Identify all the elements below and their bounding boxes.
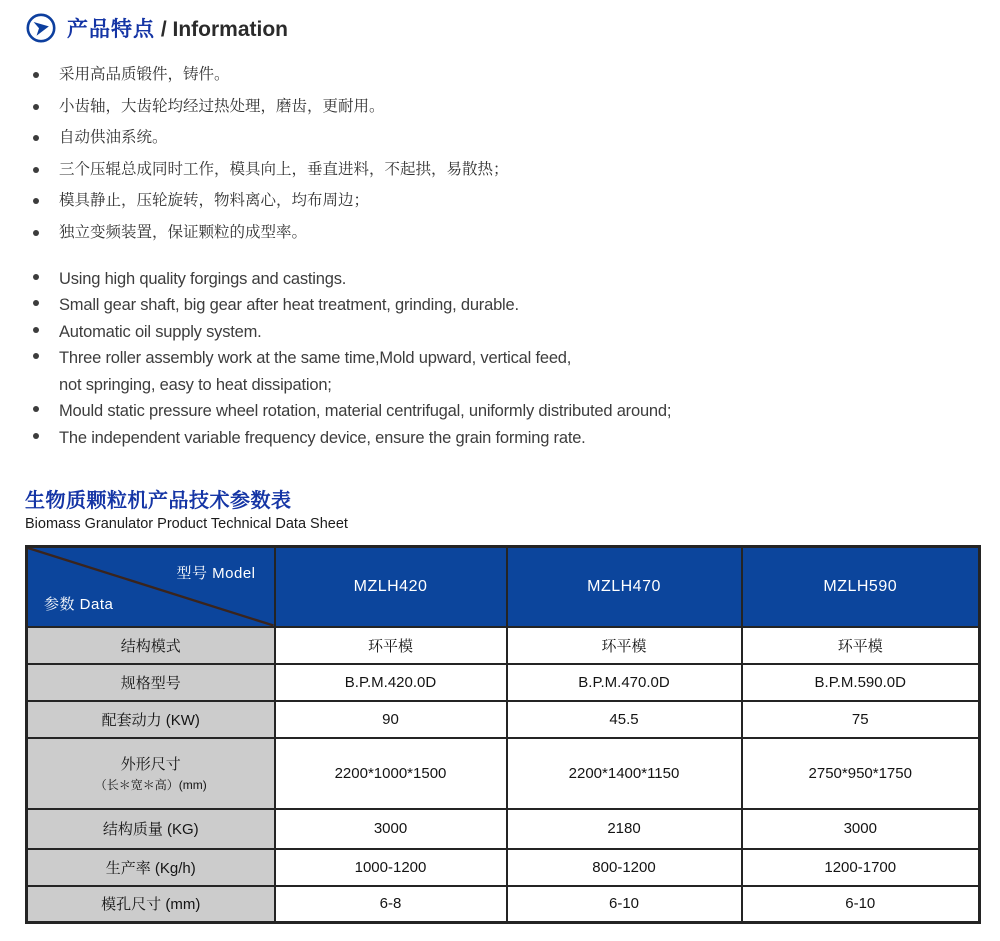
bullet-dot-icon	[33, 230, 39, 236]
bullet-dot-icon	[33, 300, 39, 306]
row-label: 生产率 (Kg/h)	[27, 849, 275, 886]
feature-item-zh	[25, 127, 978, 148]
feature-text: not springing, easy to heat dissipation;	[59, 375, 332, 394]
feature-text: Mould static pressure wheel rotation, material centrifugal, uniformly distributed around;	[59, 402, 672, 420]
table-row	[27, 809, 980, 849]
row-value: B.P.M.590.0D	[742, 664, 980, 701]
table-row	[27, 886, 980, 923]
table-row	[27, 627, 980, 664]
feature-text: Automatic oil supply system.	[59, 322, 262, 341]
bullet-dot-icon	[33, 135, 39, 141]
features-list-zh	[25, 64, 978, 243]
row-value: 6-10	[742, 886, 980, 923]
feature-item-en	[25, 292, 978, 319]
row-value: 1200-1700	[742, 849, 980, 886]
bullet-dot-icon	[33, 198, 39, 204]
feature-text: 自动供油系统。	[59, 129, 168, 146]
row-value: 3000	[742, 809, 980, 849]
feature-item-zh	[25, 222, 978, 243]
feature-item-zh	[25, 190, 978, 211]
row-label-sub: （长＊宽＊高）(mm)	[94, 778, 207, 792]
row-label: 结构质量 (KG)	[27, 809, 275, 849]
row-value: 6-10	[507, 886, 742, 923]
table-header-row	[27, 547, 980, 627]
row-label	[27, 738, 275, 809]
model-header: MZLH420	[275, 547, 507, 627]
model-header: MZLH590	[742, 547, 980, 627]
spec-table	[25, 545, 981, 924]
row-value: 75	[742, 701, 980, 738]
bullet-dot-icon	[33, 353, 39, 359]
bullet-dot-icon	[33, 433, 39, 439]
feature-item-zh	[25, 159, 978, 180]
feature-text: The independent variable frequency device, ensure the grain forming rate.	[59, 428, 586, 447]
feature-item-en	[25, 345, 978, 372]
row-value: 环平模	[742, 627, 980, 664]
row-value: 3000	[275, 809, 507, 849]
table-row	[27, 738, 980, 809]
feature-text: 三个压辊总成同时工作，模具向上，垂直进料，不起拱，易散热；	[59, 160, 509, 178]
feature-text: 小齿轴，大齿轮均经过热处理，磨齿，更耐用。	[59, 97, 385, 115]
table-title-zh: 生物质颗粒机产品技术参数表	[25, 490, 292, 512]
bullet-dot-icon	[33, 406, 39, 412]
feature-item-en	[25, 398, 978, 425]
feature-text: 模具静止，压轮旋转，物料离心，均布周边；	[59, 192, 370, 209]
page-title	[67, 13, 288, 43]
row-value: 45.5	[507, 701, 742, 738]
page-title-en: / Information	[160, 18, 289, 41]
row-label-main: 外形尺寸	[120, 756, 181, 773]
row-label: 配套动力 (KW)	[27, 701, 275, 738]
feature-text: Using high quality forgings and castings.	[59, 269, 347, 288]
row-label: 结构模式	[27, 627, 275, 664]
bullet-dot-icon	[33, 72, 39, 78]
row-value: 2200*1000*1500	[275, 738, 507, 809]
feature-text: 独立变频装置，保证颗粒的成型率。	[59, 223, 308, 241]
model-header: MZLH470	[507, 547, 742, 627]
row-value: B.P.M.420.0D	[275, 664, 507, 701]
feature-item-en	[25, 425, 978, 452]
row-label: 模孔尺寸 (mm)	[27, 886, 275, 923]
feature-item-en-continuation	[25, 372, 978, 399]
section-header	[25, 12, 978, 44]
row-value: 1000-1200	[275, 849, 507, 886]
row-label: 规格型号	[27, 664, 275, 701]
page-title-zh: 产品特点	[67, 18, 155, 41]
corner-label-model: 型号 Model	[176, 565, 256, 582]
diagonal-divider	[28, 548, 274, 626]
row-value: 90	[275, 701, 507, 738]
feature-item-en	[25, 319, 978, 346]
table-row	[27, 664, 980, 701]
feature-item-en	[25, 266, 978, 293]
row-value: 2180	[507, 809, 742, 849]
arrow-right-circle-icon	[25, 12, 57, 44]
row-value: 环平模	[507, 627, 742, 664]
table-row	[27, 849, 980, 886]
table-title-en: Biomass Granulator Product Technical Data Sheet	[25, 516, 348, 532]
row-value: B.P.M.470.0D	[507, 664, 742, 701]
corner-label-data: 参数 Data	[44, 595, 114, 613]
feature-text: Small gear shaft, big gear after heat treatment, grinding, durable.	[59, 296, 519, 314]
row-value: 2750*950*1750	[742, 738, 980, 809]
bullet-dot-icon	[33, 167, 39, 173]
bullet-dot-icon	[33, 104, 39, 110]
row-value: 800-1200	[507, 849, 742, 886]
row-value: 6-8	[275, 886, 507, 923]
row-value: 环平模	[275, 627, 507, 664]
bullet-dot-icon	[33, 327, 39, 333]
row-value: 2200*1400*1150	[507, 738, 742, 809]
feature-item-zh	[25, 64, 978, 85]
feature-text: 采用高品质锻件，铸件。	[59, 66, 230, 83]
bullet-dot-icon	[33, 274, 39, 280]
features-list-en	[25, 266, 978, 452]
table-corner-cell	[27, 547, 275, 627]
feature-text: Three roller assembly work at the same time,Mold upward, vertical feed,	[59, 349, 572, 367]
feature-item-zh	[25, 96, 978, 117]
table-row	[27, 701, 980, 738]
